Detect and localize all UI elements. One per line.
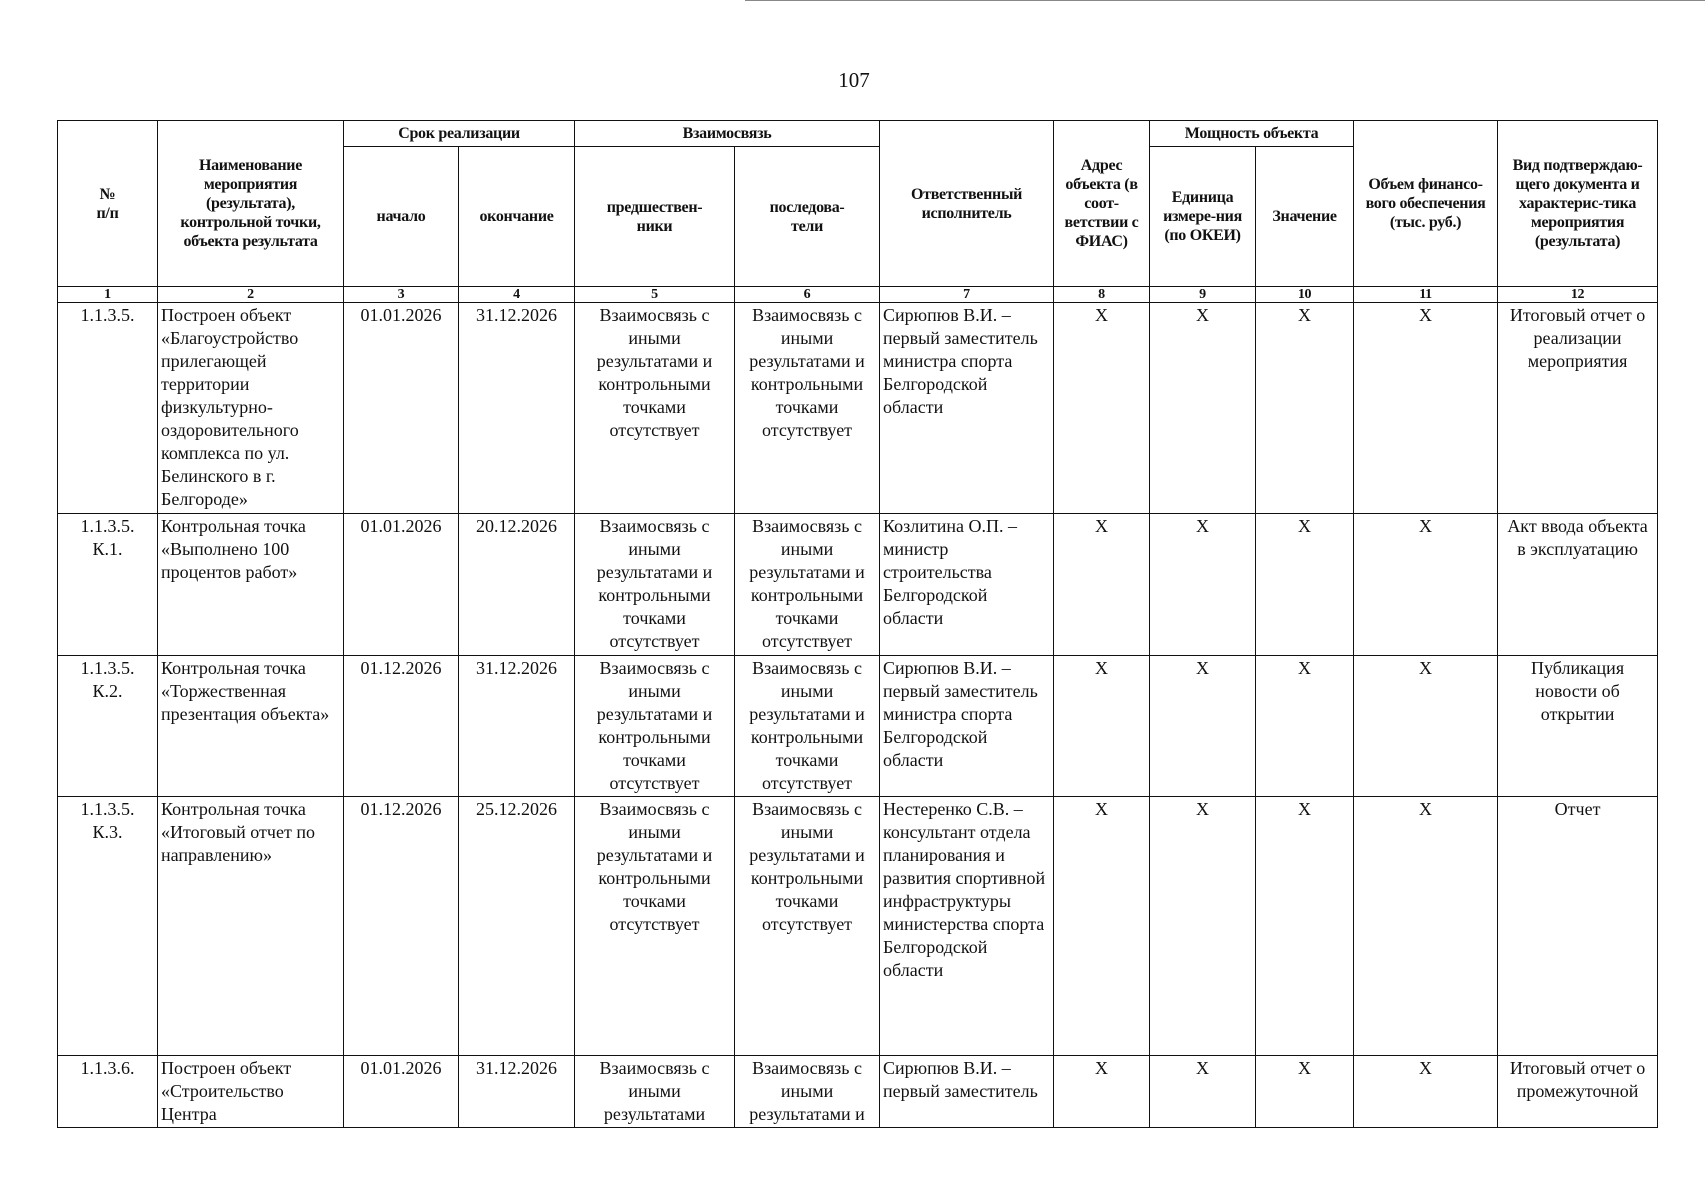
row-responsible: Козлитина О.П. – министр строительства Белгородской области xyxy=(880,513,1054,655)
row-end: 31.12.2026 xyxy=(459,1055,575,1127)
row-finance: X xyxy=(1354,655,1498,796)
column-number: 1 xyxy=(58,287,158,303)
header-value: Значение xyxy=(1256,147,1354,287)
header-successors: последова- тели xyxy=(735,147,880,287)
row-unit: X xyxy=(1150,513,1256,655)
row-responsible: Сирюпюв В.И. – первый заместитель министра спорта Белгородской области xyxy=(880,303,1054,514)
row-num: 1.1.3.5. К.3. xyxy=(58,797,158,1056)
column-number-row xyxy=(58,287,1658,303)
row-start: 01.01.2026 xyxy=(344,1055,459,1127)
row-doc-type: Публикация новости об открытии xyxy=(1498,655,1658,796)
row-value: X xyxy=(1256,655,1354,796)
row-num: 1.1.3.5. К.2. xyxy=(58,655,158,796)
row-name: Контрольная точка «Выполнено 100 процентов работ» xyxy=(158,513,344,655)
plan-table xyxy=(57,120,1658,1128)
table-row xyxy=(58,655,1658,796)
row-unit: X xyxy=(1150,655,1256,796)
column-number: 12 xyxy=(1498,287,1658,303)
header-unit: Единица измере-ния (по ОКЕИ) xyxy=(1150,147,1256,287)
column-number: 5 xyxy=(575,287,735,303)
header-term-group: Срок реализации xyxy=(344,121,575,147)
row-finance: X xyxy=(1354,797,1498,1056)
column-number: 9 xyxy=(1150,287,1256,303)
header-end: окончание xyxy=(459,147,575,287)
header-link-group: Взаимосвязь xyxy=(575,121,880,147)
row-value: X xyxy=(1256,513,1354,655)
row-name: Построен объект «Строительство Центра xyxy=(158,1055,344,1127)
row-value: X xyxy=(1256,303,1354,514)
row-num: 1.1.3.5. xyxy=(58,303,158,514)
row-responsible: Сирюпюв В.И. – первый заместитель министра спорта Белгородской области xyxy=(880,655,1054,796)
header-name: Наименование мероприятия (результата), контрольной точки, объекта результата xyxy=(158,121,344,287)
header-finance: Объем финансо-вого обеспечения (тыс. руб.) xyxy=(1354,121,1498,287)
column-number: 3 xyxy=(344,287,459,303)
row-address: X xyxy=(1054,513,1150,655)
row-end: 31.12.2026 xyxy=(459,303,575,514)
row-finance: X xyxy=(1354,513,1498,655)
column-number: 6 xyxy=(735,287,880,303)
row-end: 25.12.2026 xyxy=(459,797,575,1056)
column-number: 2 xyxy=(158,287,344,303)
row-successors: Взаимосвязь с иными результатами и контрольными точками отсутствует xyxy=(735,303,880,514)
row-predecessors: Взаимосвязь с иными результатами и контрольными точками отсутствует xyxy=(575,513,735,655)
row-successors: Взаимосвязь с иными результатами и контрольными точками отсутствует xyxy=(735,513,880,655)
row-predecessors: Взаимосвязь с иными результатами и контрольными точками отсутствует xyxy=(575,797,735,1056)
row-end: 31.12.2026 xyxy=(459,655,575,796)
row-address: X xyxy=(1054,1055,1150,1127)
table-row xyxy=(58,797,1658,1056)
row-start: 01.12.2026 xyxy=(344,655,459,796)
row-value: X xyxy=(1256,1055,1354,1127)
page-number: 107 xyxy=(838,68,870,92)
header-doc-type: Вид подтверждаю-щего документа и характерис-тика мероприятия (результата) xyxy=(1498,121,1658,287)
row-name: Контрольная точка «Торжественная презентация объекта» xyxy=(158,655,344,796)
column-number: 4 xyxy=(459,287,575,303)
row-finance: X xyxy=(1354,1055,1498,1127)
header-responsible: Ответственный исполнитель xyxy=(880,121,1054,287)
column-number: 10 xyxy=(1256,287,1354,303)
row-unit: X xyxy=(1150,1055,1256,1127)
row-responsible: Нестеренко С.В. – консультант отдела планирования и развития спортивной инфраструктуры министерства спорта Белгородской области xyxy=(880,797,1054,1056)
row-start: 01.01.2026 xyxy=(344,513,459,655)
column-number: 11 xyxy=(1354,287,1498,303)
header-start: начало xyxy=(344,147,459,287)
row-doc-type: Отчет xyxy=(1498,797,1658,1056)
row-successors: Взаимосвязь с иными результатами и контрольными точками отсутствует xyxy=(735,655,880,796)
row-finance: X xyxy=(1354,303,1498,514)
row-address: X xyxy=(1054,303,1150,514)
column-number: 8 xyxy=(1054,287,1150,303)
table-row xyxy=(58,513,1658,655)
row-address: X xyxy=(1054,655,1150,796)
row-num: 1.1.3.5. К.1. xyxy=(58,513,158,655)
row-num: 1.1.3.6. xyxy=(58,1055,158,1127)
header-num: № п/п xyxy=(58,121,158,287)
row-name: Построен объект «Благоустройство прилегающей территории физкультурно-оздоровительного комплекса по ул. Белинского в г. Белгороде» xyxy=(158,303,344,514)
row-end: 20.12.2026 xyxy=(459,513,575,655)
row-predecessors: Взаимосвязь с иными результатами xyxy=(575,1055,735,1127)
row-successors: Взаимосвязь с иными результатами и контрольными точками отсутствует xyxy=(735,797,880,1056)
header-capacity-group: Мощность объекта xyxy=(1150,121,1354,147)
row-unit: X xyxy=(1150,303,1256,514)
header-address: Адрес объекта (в соот-ветствии с ФИАС) xyxy=(1054,121,1150,287)
top-border-line xyxy=(745,0,1705,1)
row-successors: Взаимосвязь с иными результатами и xyxy=(735,1055,880,1127)
row-address: X xyxy=(1054,797,1150,1056)
row-doc-type: Акт ввода объекта в эксплуатацию xyxy=(1498,513,1658,655)
row-start: 01.01.2026 xyxy=(344,303,459,514)
header-predecessors: предшествен- ники xyxy=(575,147,735,287)
column-number: 7 xyxy=(880,287,1054,303)
row-name: Контрольная точка «Итоговый отчет по направлению» xyxy=(158,797,344,1056)
row-predecessors: Взаимосвязь с иными результатами и контрольными точками отсутствует xyxy=(575,303,735,514)
row-start: 01.12.2026 xyxy=(344,797,459,1056)
row-doc-type: Итоговый отчет о реализации мероприятия xyxy=(1498,303,1658,514)
table-row xyxy=(58,303,1658,514)
row-predecessors: Взаимосвязь с иными результатами и контрольными точками отсутствует xyxy=(575,655,735,796)
row-doc-type: Итоговый отчет о промежуточной xyxy=(1498,1055,1658,1127)
row-unit: X xyxy=(1150,797,1256,1056)
row-value: X xyxy=(1256,797,1354,1056)
row-responsible: Сирюпюв В.И. – первый заместитель xyxy=(880,1055,1054,1127)
table-row xyxy=(58,1055,1658,1127)
